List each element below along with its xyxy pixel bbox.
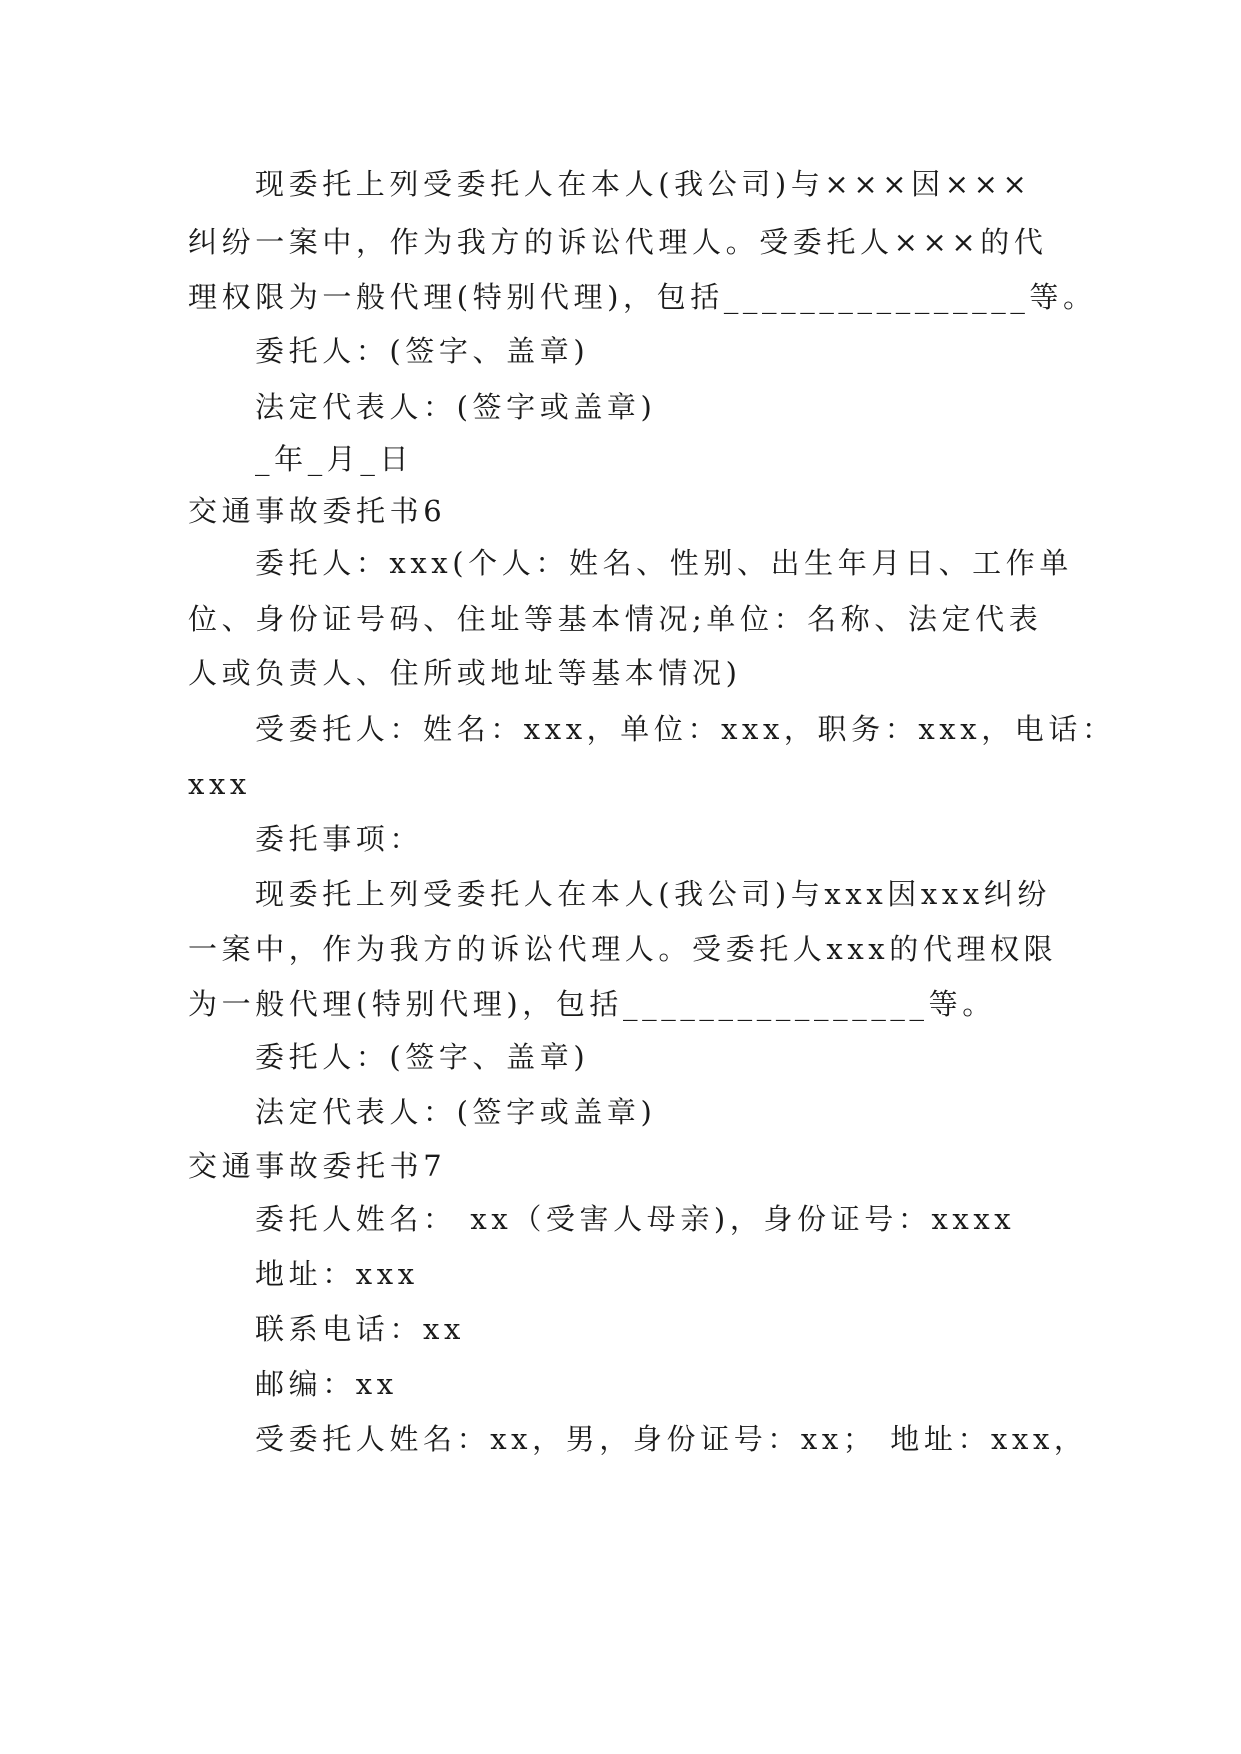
body-line: 人或负责人、住所或地址等基本情况) xyxy=(188,656,742,690)
body-line: 现委托上列受委托人在本人(我公司)与xxx因xxx纠纷 xyxy=(255,877,1051,911)
body-line: 纠纷一案中，作为我方的诉讼代理人。受委托人×××的代 xyxy=(188,225,1048,259)
signature-line: 法定代表人：(签字或盖章) xyxy=(255,390,657,424)
date-line: _年_月_日 xyxy=(255,442,414,476)
body-line: 联系电话：xx xyxy=(255,1312,465,1346)
body-line: 地址：xxx xyxy=(255,1257,419,1291)
body-line: 受委托人：姓名：xxx，单位：xxx，职务：xxx，电话： xyxy=(255,712,1116,746)
body-line: 邮编：xx xyxy=(255,1367,398,1401)
signature-line: 委托人：(签字、盖章) xyxy=(255,334,590,368)
body-line: 理权限为一般代理(特别代理)，包括________________等。 xyxy=(188,280,1097,314)
signature-line: 委托人：(签字、盖章) xyxy=(255,1040,590,1074)
body-line: xxx xyxy=(188,767,251,801)
section-title: 交通事故委托书7 xyxy=(188,1149,447,1183)
body-line: 位、身份证号码、住址等基本情况;单位：名称、法定代表 xyxy=(188,602,1043,636)
body-line: 一案中，作为我方的诉讼代理人。受委托人xxx的代理权限 xyxy=(188,932,1058,966)
body-line: 受委托人姓名：xx，男，身份证号：xx； 地址：xxx， xyxy=(255,1422,1088,1456)
signature-line: 法定代表人：(签字或盖章) xyxy=(255,1095,657,1129)
body-line: 为一般代理(特别代理)，包括________________等。 xyxy=(188,987,996,1021)
body-line: 委托人：xxx(个人：姓名、性别、出生年月日、工作单 xyxy=(255,546,1073,580)
body-line: 现委托上列受委托人在本人(我公司)与×××因××× xyxy=(255,167,1032,201)
body-line: 委托人姓名： xx（受害人母亲)，身份证号：xxxx xyxy=(255,1202,1016,1236)
body-line: 委托事项： xyxy=(255,822,424,856)
section-title: 交通事故委托书6 xyxy=(188,494,447,528)
